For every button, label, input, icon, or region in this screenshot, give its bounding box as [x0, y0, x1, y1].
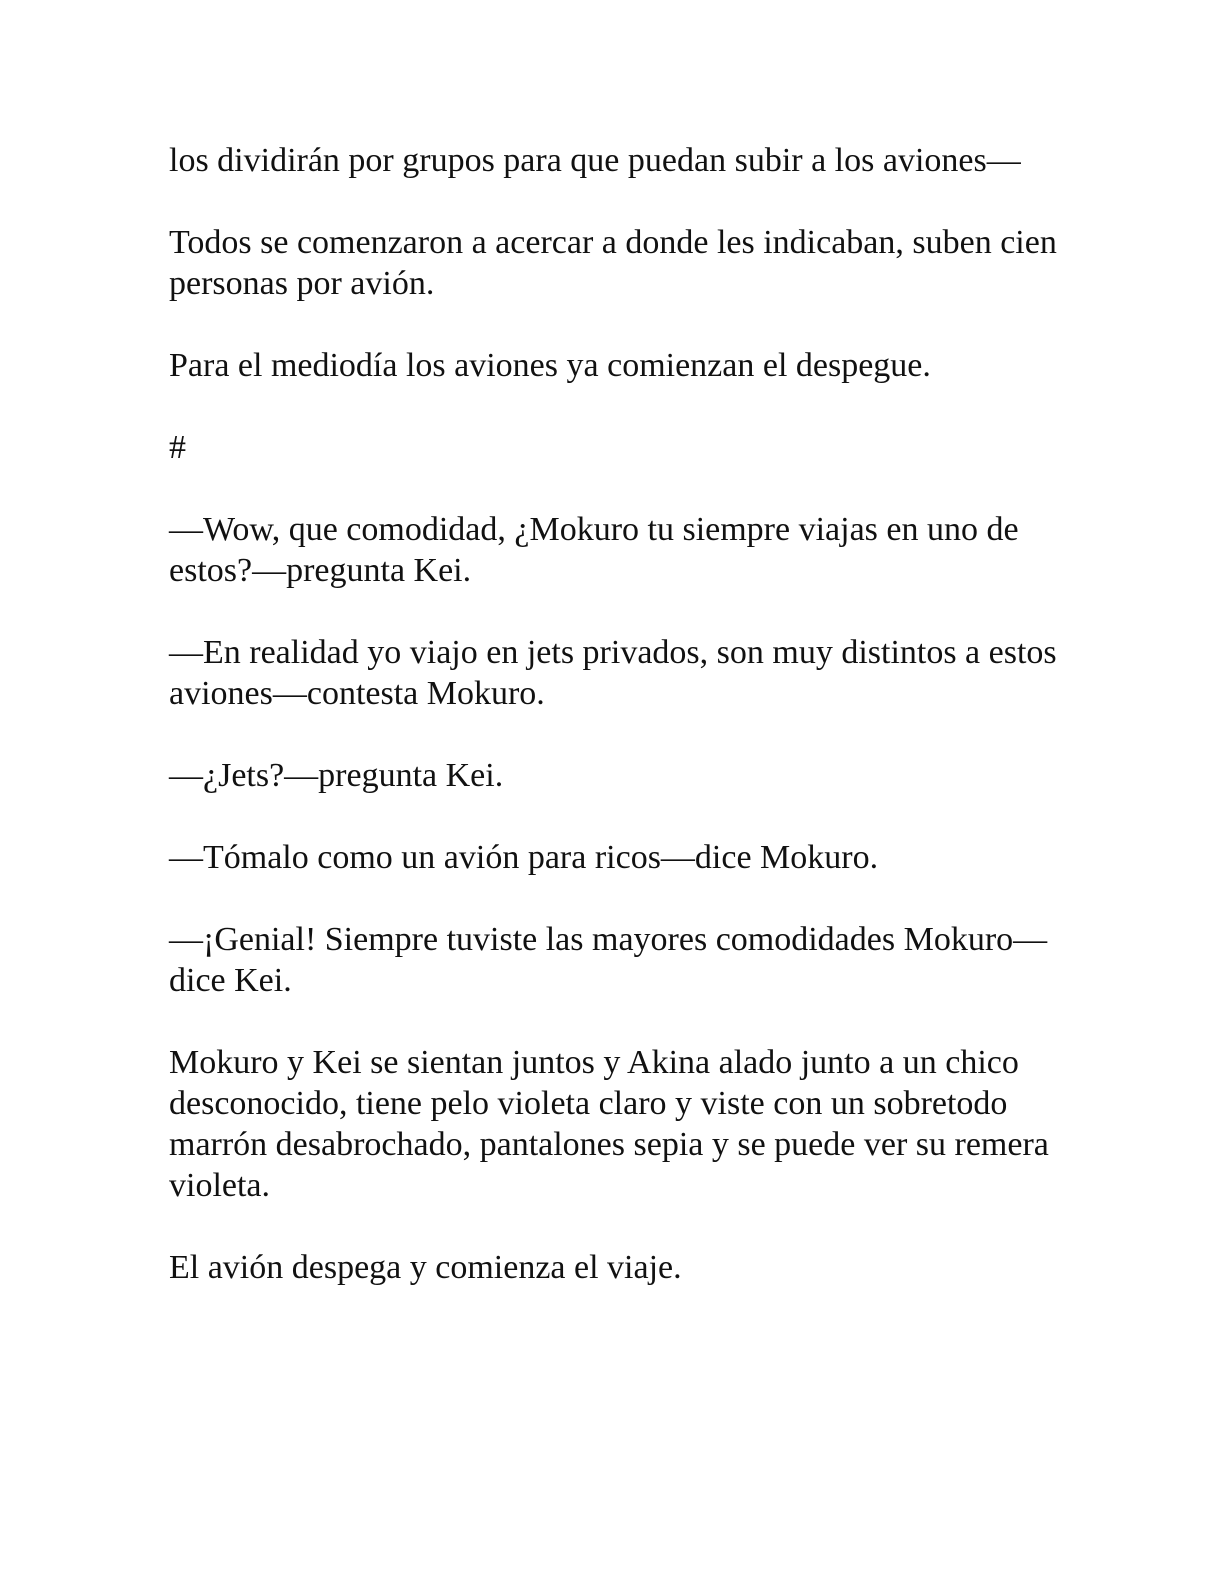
paragraph-6: —En realidad yo viajo en jets privados, son muy distintos a estos aviones—contesta Mokuro.	[169, 634, 1057, 712]
document-body	[169, 140, 1059, 1288]
scene-break: #	[169, 429, 186, 466]
paragraph-7: —¿Jets?—pregunta Kei.	[169, 757, 504, 794]
paragraph-1: los dividirán por grupos para que puedan subir a los aviones—	[169, 142, 1021, 179]
paragraph-3: Para el mediodía los aviones ya comienzan el despegue.	[169, 347, 931, 384]
paragraph-11: El avión despega y comienza el viaje.	[169, 1249, 682, 1286]
paragraph-9: —¡Genial! Siempre tuviste las mayores comodidades Mokuro—dice Kei.	[169, 921, 1048, 999]
paragraph-5: —Wow, que comodidad, ¿Mokuro tu siempre viajas en uno de estos?—pregunta Kei.	[169, 511, 1019, 589]
paragraph-10: Mokuro y Kei se sientan juntos y Akina alado junto a un chico desconocido, tiene pelo violeta claro y viste con un sobretodo marrón desabrochado, pantalones sepia y se puede ver su remera violeta.	[169, 1044, 1049, 1204]
paragraph-2: Todos se comenzaron a acercar a donde les indicaban, suben cien personas por avión.	[169, 224, 1057, 302]
paragraph-8: —Tómalo como un avión para ricos—dice Mokuro.	[169, 839, 879, 876]
